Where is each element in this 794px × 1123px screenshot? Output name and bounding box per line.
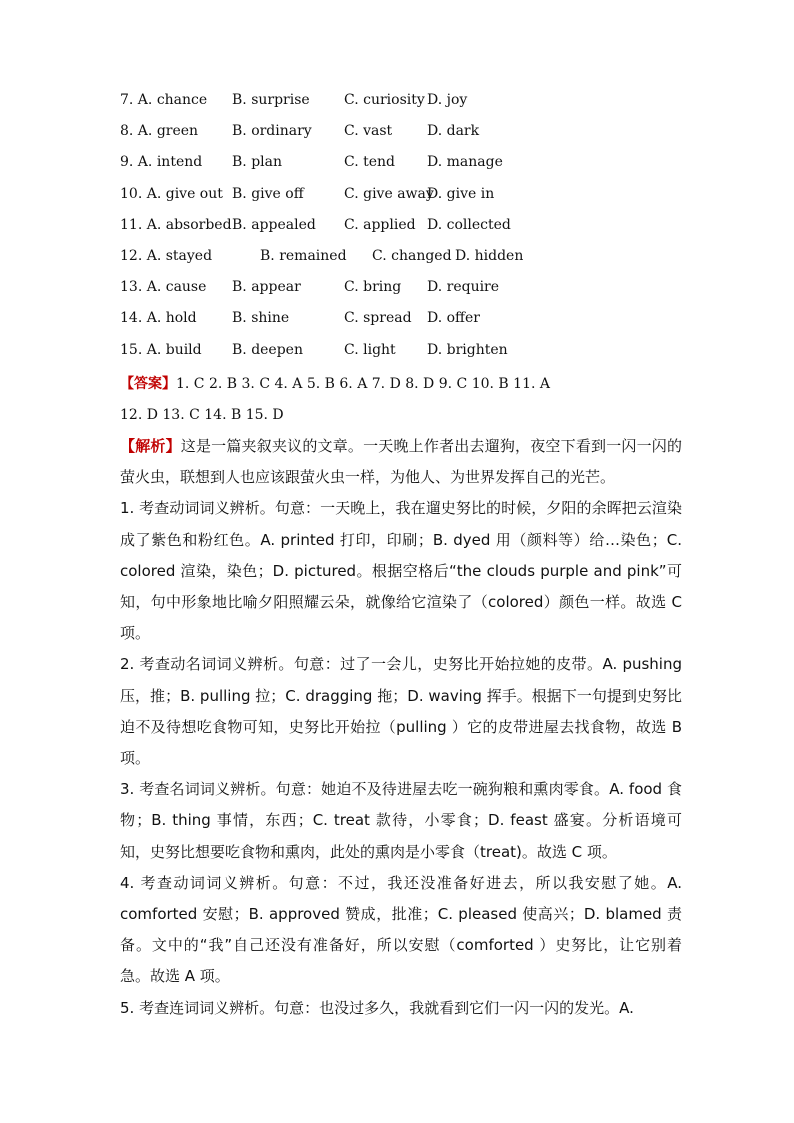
answer-line-2: 12. D 13. C 14. B 15. D xyxy=(120,407,284,424)
analysis-item: 1. 考查动词词义辨析。句意：一天晚上，我在遛史努比的时候，夕阳的余晖把云渲染成了紫色和粉红色。A. printed 打印，印刷；B. dyed 用（颜料等）给…染色；C. colored 渲染，染色；D. pictured。根据空格后“the clouds purple and pink”可知，句中形象地比喻夕阳照耀云朵，就像给它渲染了（colored）颜色一样。故选 C 项。 xyxy=(120,499,682,643)
option-a: 10. A. give out xyxy=(120,185,223,202)
option-row xyxy=(120,89,680,120)
option-row xyxy=(120,214,680,245)
option-c: C. give away xyxy=(344,185,434,202)
option-d: D. offer xyxy=(427,310,480,327)
option-c: C. light xyxy=(344,341,396,358)
answer-line-1 xyxy=(120,369,680,400)
option-c: C. tend xyxy=(344,154,396,171)
option-d: D. give in xyxy=(427,185,495,202)
option-row xyxy=(120,339,680,370)
option-b: B. deepen xyxy=(232,341,303,358)
option-c: C. spread xyxy=(344,310,412,327)
option-c: C. changed xyxy=(372,247,452,264)
option-d: D. hidden xyxy=(455,247,524,264)
option-b: B. plan xyxy=(232,154,282,171)
option-c: C. applied xyxy=(344,216,416,233)
option-b: B. remained xyxy=(260,247,347,264)
analysis-item: 3. 考查名词词义辨析。句意：她迫不及待进屋去吃一碗狗粮和熏肉零食。A. food 食物；B. thing 事情，东西；C. treat 款待，小零食；D. feast 盛宴。分析语境可知，史努比想要吃食物和熏肉，此处的熏肉是小零食（treat)。故选 C 项。 xyxy=(120,780,682,861)
option-b: B. shine xyxy=(232,310,290,327)
option-row xyxy=(120,245,680,276)
option-b: B. appear xyxy=(232,279,301,296)
option-d: D. manage xyxy=(427,154,503,171)
analysis-section xyxy=(120,431,682,1024)
option-d: D. brighten xyxy=(427,341,508,358)
option-row xyxy=(120,276,680,307)
option-b: B. surprise xyxy=(232,92,310,108)
option-d: D. dark xyxy=(427,123,480,140)
option-c: C. vast xyxy=(344,123,393,140)
option-row xyxy=(120,151,680,182)
options-list xyxy=(120,89,680,370)
answer-section xyxy=(120,369,680,431)
option-b: B. ordinary xyxy=(232,123,312,140)
option-d: D. require xyxy=(427,279,500,296)
answer-tag: 【答案】 xyxy=(120,376,176,392)
option-a: 12. A. stayed xyxy=(120,247,213,264)
option-a: 7. A. chance xyxy=(120,92,208,108)
option-c: C. curiosity xyxy=(344,92,425,108)
option-a: 8. A. green xyxy=(120,123,199,140)
option-b: B. give off xyxy=(232,185,304,202)
option-a: 15. A. build xyxy=(120,341,202,358)
option-row xyxy=(120,183,680,214)
analysis-intro xyxy=(120,431,682,493)
option-d: D. collected xyxy=(427,216,511,233)
option-row xyxy=(120,120,680,151)
analysis-intro-text: 这是一篇夹叙夹议的文章。一天晚上作者出去遛狗，夜空下看到一闪一闪的萤火虫，联想到人也应该跟萤火虫一样，为他人、为世界发挥自己的光芒。 xyxy=(120,437,682,487)
option-a: 13. A. cause xyxy=(120,279,207,296)
analysis-item: 4. 考查动词词义辨析。句意：不过，我还没准备好进去，所以我安慰了她。A. comforted 安慰；B. approved 赞成，批准；C. pleased 使高兴；D. blamed 责备。文中的“我”自己还没有准备好，所以安慰（comforted ）史努比，让它别着急。故选 A 项。 xyxy=(120,873,682,986)
option-c: C. bring xyxy=(344,279,402,296)
option-d: D. joy xyxy=(427,92,468,108)
option-a: 11. A. absorbed xyxy=(120,216,232,233)
analysis-tag: 【解析】 xyxy=(120,437,181,455)
analysis-item: 2. 考查动名词词义辨析。句意：过了一会儿，史努比开始拉她的皮带。A. pushing 压，推；B. pulling 拉；C. dragging 拖；D. waving 挥手。根据下一句提到史努比迫不及待想吃食物可知，史努比开始拉（pulling ）它的皮带进屋去找食物，故选 B 项。 xyxy=(120,655,682,768)
option-b: B. appealed xyxy=(232,216,316,233)
option-a: 9. A. intend xyxy=(120,154,203,171)
analysis-item: 5. 考查连词词义辨析。句意：也没过多久，我就看到它们一闪一闪的发光。A. xyxy=(120,998,634,1017)
option-a: 14. A. hold xyxy=(120,310,197,327)
option-row xyxy=(120,307,680,338)
answer-values-1: 1. C 2. B 3. C 4. A 5. B 6. A 7. D 8. D 9. C 10. B 11. A xyxy=(176,376,550,392)
